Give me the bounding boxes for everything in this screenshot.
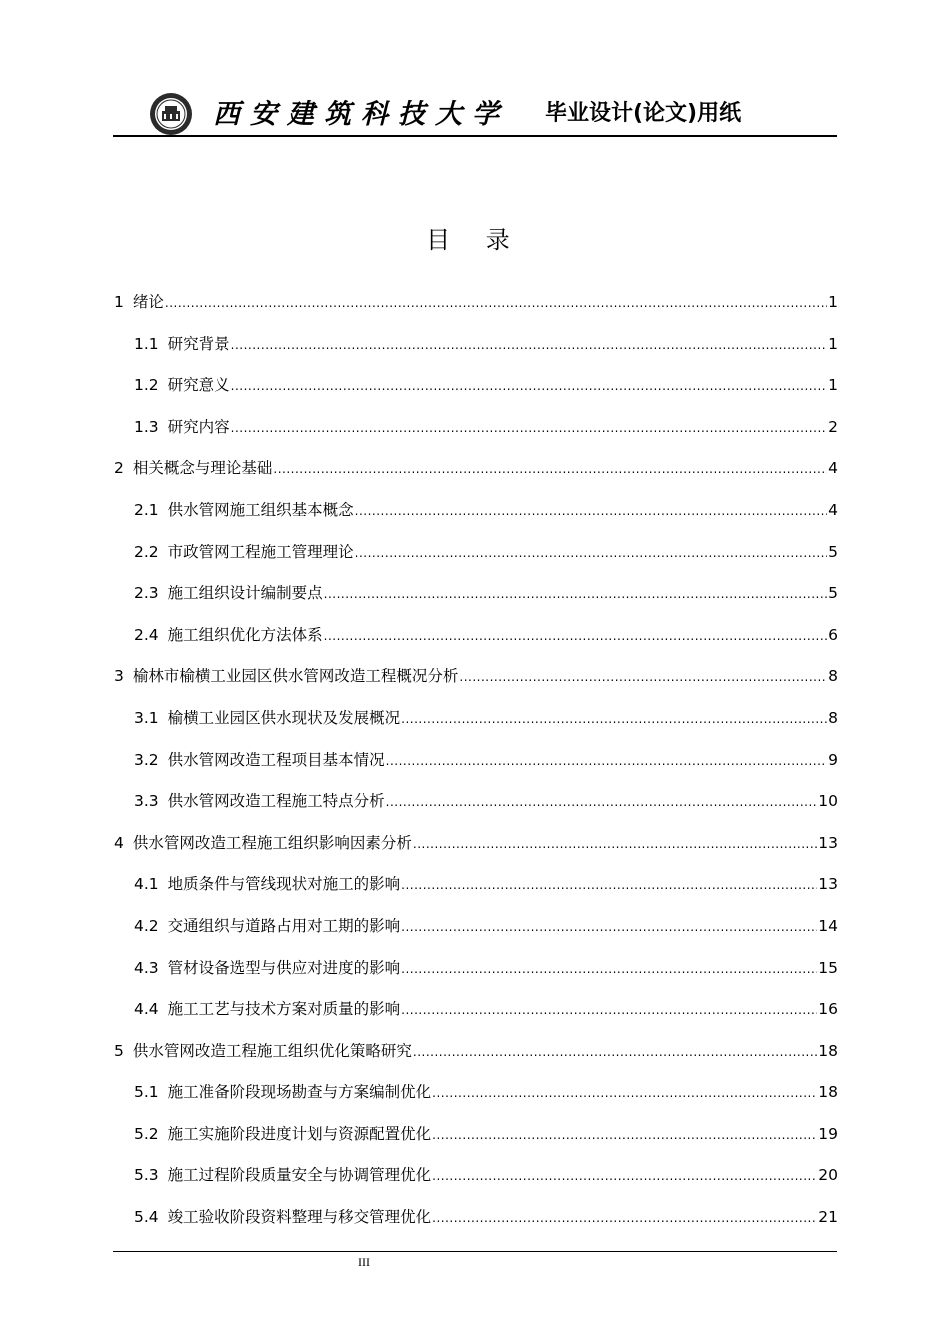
page-number: III [358,1255,370,1269]
toc-dot-leader [401,962,817,976]
toc-entry-title: 施工组织设计编制要点 [167,584,323,603]
toc-entry-number: 2.2 [134,542,159,561]
toc-dot-leader [432,1169,817,1183]
toc-entry-number: 5.3 [134,1166,159,1185]
toc-entry-number: 4.3 [134,958,159,977]
toc-entry[interactable] [114,1205,838,1247]
toc-entry-page: 1 [828,376,838,395]
toc-dot-leader [231,338,827,352]
toc-entry-page: 13 [818,833,838,852]
toc-entry-title: 相关概念与理论基础 [132,459,273,478]
toc-entry-page: 21 [818,1208,838,1227]
toc-dot-leader [401,1003,817,1017]
toc-entry-title: 施工工艺与技术方案对质量的影响 [167,1000,401,1019]
toc-entry[interactable] [114,1163,838,1205]
toc-entry-number: 3.2 [134,750,159,769]
toc-dot-leader [413,837,817,851]
toc-entry-page: 4 [828,500,838,519]
toc-title: 目 录 [426,226,524,254]
toc-dot-leader [432,1086,817,1100]
toc-entry-page: 1 [828,334,838,353]
toc-entry-number: 3.3 [134,792,159,811]
toc-entry-title: 供水管网施工组织基本概念 [167,500,354,519]
toc-entry-page: 8 [828,708,838,727]
toc-entry[interactable] [114,290,838,332]
toc-entry[interactable] [114,332,838,374]
toc-dot-leader [324,629,827,643]
toc-entry-title: 供水管网改造工程施工组织影响因素分析 [132,833,412,852]
toc-entry-number: 1.2 [134,376,159,395]
toc-entry-number: 2.4 [134,625,159,644]
toc-entry-title: 交通组织与道路占用对工期的影响 [167,916,401,935]
toc-entry-page: 1 [828,293,838,311]
toc-entry-title: 研究内容 [167,417,230,436]
toc-entry-page: 18 [818,1083,838,1102]
toc-entry-title: 管材设备选型与供应对进度的影响 [167,958,401,977]
table-of-contents [114,290,838,1247]
toc-entry-number: 4 [114,833,124,852]
toc-entry-title: 供水管网改造工程施工特点分析 [167,792,385,811]
toc-entry[interactable] [114,1080,838,1122]
toc-dot-leader [413,1045,817,1059]
toc-dot-leader [386,795,818,809]
toc-entry-page: 9 [828,750,838,769]
toc-entry-page: 15 [818,958,838,977]
toc-entry-number: 4.4 [134,1000,159,1019]
toc-dot-leader [355,546,827,560]
toc-entry-number: 1.1 [134,334,159,353]
university-name: 西安建筑科技大学 [213,99,509,130]
toc-dot-leader [386,754,827,768]
toc-entry-title: 供水管网改造工程施工组织优化策略研究 [132,1041,412,1060]
toc-entry-number: 1.3 [134,417,159,436]
toc-entry-number: 3 [114,667,124,686]
toc-entry[interactable] [114,415,838,457]
toc-entry[interactable] [114,664,838,706]
toc-entry[interactable] [114,748,838,790]
toc-entry[interactable] [114,373,838,415]
toc-dot-leader [165,296,827,310]
toc-dot-leader [459,670,827,684]
toc-entry[interactable] [114,956,838,998]
toc-dot-leader [355,504,827,518]
toc-entry[interactable] [114,623,838,665]
toc-entry-number: 1 [114,293,124,311]
toc-entry[interactable] [114,997,838,1039]
toc-entry-title: 研究意义 [167,376,230,395]
toc-entry[interactable] [114,1039,838,1081]
toc-entry-page: 19 [818,1124,838,1143]
toc-entry[interactable] [114,1122,838,1164]
footer-rule [113,1251,837,1252]
toc-entry-page: 4 [828,459,838,478]
toc-entry[interactable] [114,789,838,831]
toc-entry[interactable] [114,581,838,623]
toc-entry-title: 施工组织优化方法体系 [167,625,323,644]
toc-entry-title: 绪论 [132,293,164,311]
toc-entry-page: 14 [818,916,838,935]
toc-entry-title: 研究背景 [167,334,230,353]
toc-entry-title: 地质条件与管线现状对施工的影响 [167,875,401,894]
toc-entry[interactable] [114,540,838,582]
page-header [113,82,837,136]
toc-entry-page: 20 [818,1166,838,1185]
toc-entry[interactable] [114,872,838,914]
toc-entry-page: 6 [828,625,838,644]
toc-entry-page: 10 [818,792,838,811]
toc-entry-title: 竣工验收阶段资料整理与移交管理优化 [167,1208,432,1227]
toc-entry-title: 施工准备阶段现场勘查与方案编制优化 [167,1083,432,1102]
toc-entry[interactable] [114,831,838,873]
toc-dot-leader [432,1211,817,1225]
toc-dot-leader [401,878,817,892]
toc-entry-page: 13 [818,875,838,894]
toc-entry-page: 5 [828,542,838,561]
toc-entry-number: 2 [114,459,124,478]
toc-entry-page: 16 [818,1000,838,1019]
toc-entry-page: 5 [828,584,838,603]
toc-entry-number: 5.1 [134,1083,159,1102]
toc-dot-leader [273,462,827,476]
toc-entry-title: 施工过程阶段质量安全与协调管理优化 [167,1166,432,1185]
toc-entry-number: 5.4 [134,1208,159,1227]
toc-entry-number: 3.1 [134,708,159,727]
toc-entry-page: 8 [828,667,838,686]
toc-dot-leader [231,379,827,393]
toc-entry-number: 4.2 [134,916,159,935]
toc-entry-number: 5.2 [134,1124,159,1143]
toc-entry-page: 2 [828,417,838,436]
toc-dot-leader [231,421,827,435]
toc-entry-title: 供水管网改造工程项目基本情况 [167,750,385,769]
header-rule [113,135,837,137]
toc-entry-title: 市政管网工程施工管理理论 [167,542,354,561]
toc-entry[interactable] [114,498,838,540]
toc-entry-title: 施工实施阶段进度计划与资源配置优化 [167,1124,432,1143]
toc-entry-title: 榆林市榆横工业园区供水管网改造工程概况分析 [132,667,459,686]
paper-label: 毕业设计(论文)用纸 [545,101,742,126]
university-seal-icon [149,92,193,136]
toc-entry-number: 5 [114,1041,124,1060]
toc-dot-leader [324,587,827,601]
toc-dot-leader [432,1128,817,1142]
toc-entry-number: 2.3 [134,584,159,603]
toc-entry-page: 18 [818,1041,838,1060]
toc-entry[interactable] [114,914,838,956]
toc-entry-title: 榆横工业园区供水现状及发展概况 [167,708,401,727]
toc-dot-leader [401,712,827,726]
toc-entry-number: 4.1 [134,875,159,894]
toc-dot-leader [401,920,817,934]
toc-entry-number: 2.1 [134,500,159,519]
toc-entry[interactable] [114,456,838,498]
toc-entry[interactable] [114,706,838,748]
